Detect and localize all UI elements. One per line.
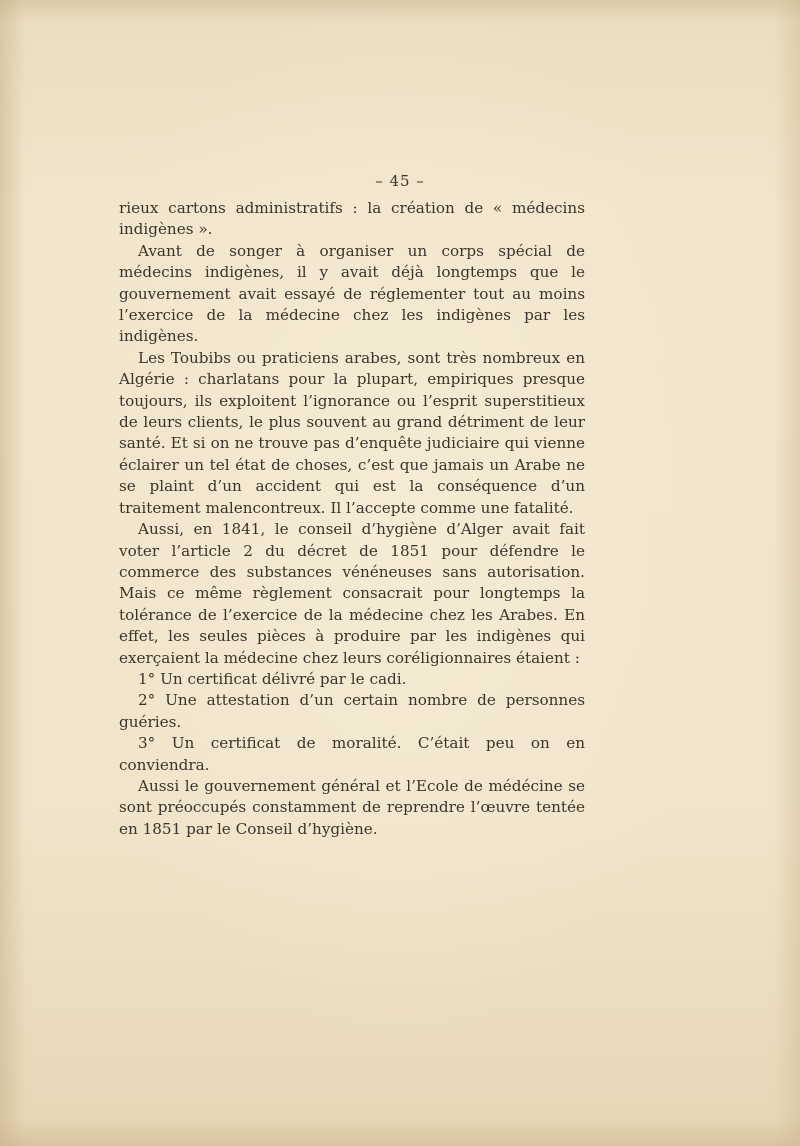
body-text: [119, 198, 585, 840]
page-number: – 45 –: [375, 172, 425, 190]
paragraph: Avant de songer à organiser un corps spécial de médecins indigènes, il y avait déjà longtemps que le gouvernement avait essayé de réglementer tout au moins l’exercice de la médecine chez les indigènes par les indigènes.: [119, 241, 585, 346]
list-item-3: 3° Un certificat de moralité. C’était peu on en conviendra.: [119, 734, 585, 774]
paragraph-continuation: rieux cartons administratifs : la création de « médecins indigènes ».: [119, 199, 585, 239]
list-item-2: 2° Une attestation d’un certain nombre de personnes guéries.: [119, 691, 585, 731]
paragraph: Les Toubibs ou praticiens arabes, sont très nombreux en Algérie : charlatans pour la plupart, empiriques presque toujours, ils exploitent l’ignorance ou l’esprit superstitieux de leurs clients, le plus souvent au grand détriment de leur santé. Et si on ne trouve pas d’enquête judiciaire qui vienne éclairer un tel état de choses, c’est que jamais un Arabe ne se plaint d’un accident qui est la conséquence d’un traitement malencontreux. Il l’accepte comme une fatalité.: [119, 348, 585, 517]
paragraph: Aussi le gouvernement général et l’Ecole de médécine se sont préoccupés constamment de reprendre l’œuvre tentée en 1851 par le Conseil d’hygiène.: [119, 776, 585, 838]
list-item-1: 1° Un certificat délivré par le cadi.: [138, 669, 407, 688]
page-edge-shadow-bottom: [0, 1118, 800, 1146]
page-edge-shadow-top: [0, 0, 800, 22]
paragraph: Aussi, en 1841, le conseil d’hygiène d’Alger avait fait voter l’article 2 du décret de 1851 pour défendre le commerce des substances vénéneuses sans autorisation. Mais ce même règlement consacrait pour longtemps la tolérance de l’exercice de la médecine chez les Arabes. En effet, les seules pièces à produire par les indigènes qui exerçaient la médecine chez leurs coréligionnaires étaient :: [119, 520, 585, 667]
